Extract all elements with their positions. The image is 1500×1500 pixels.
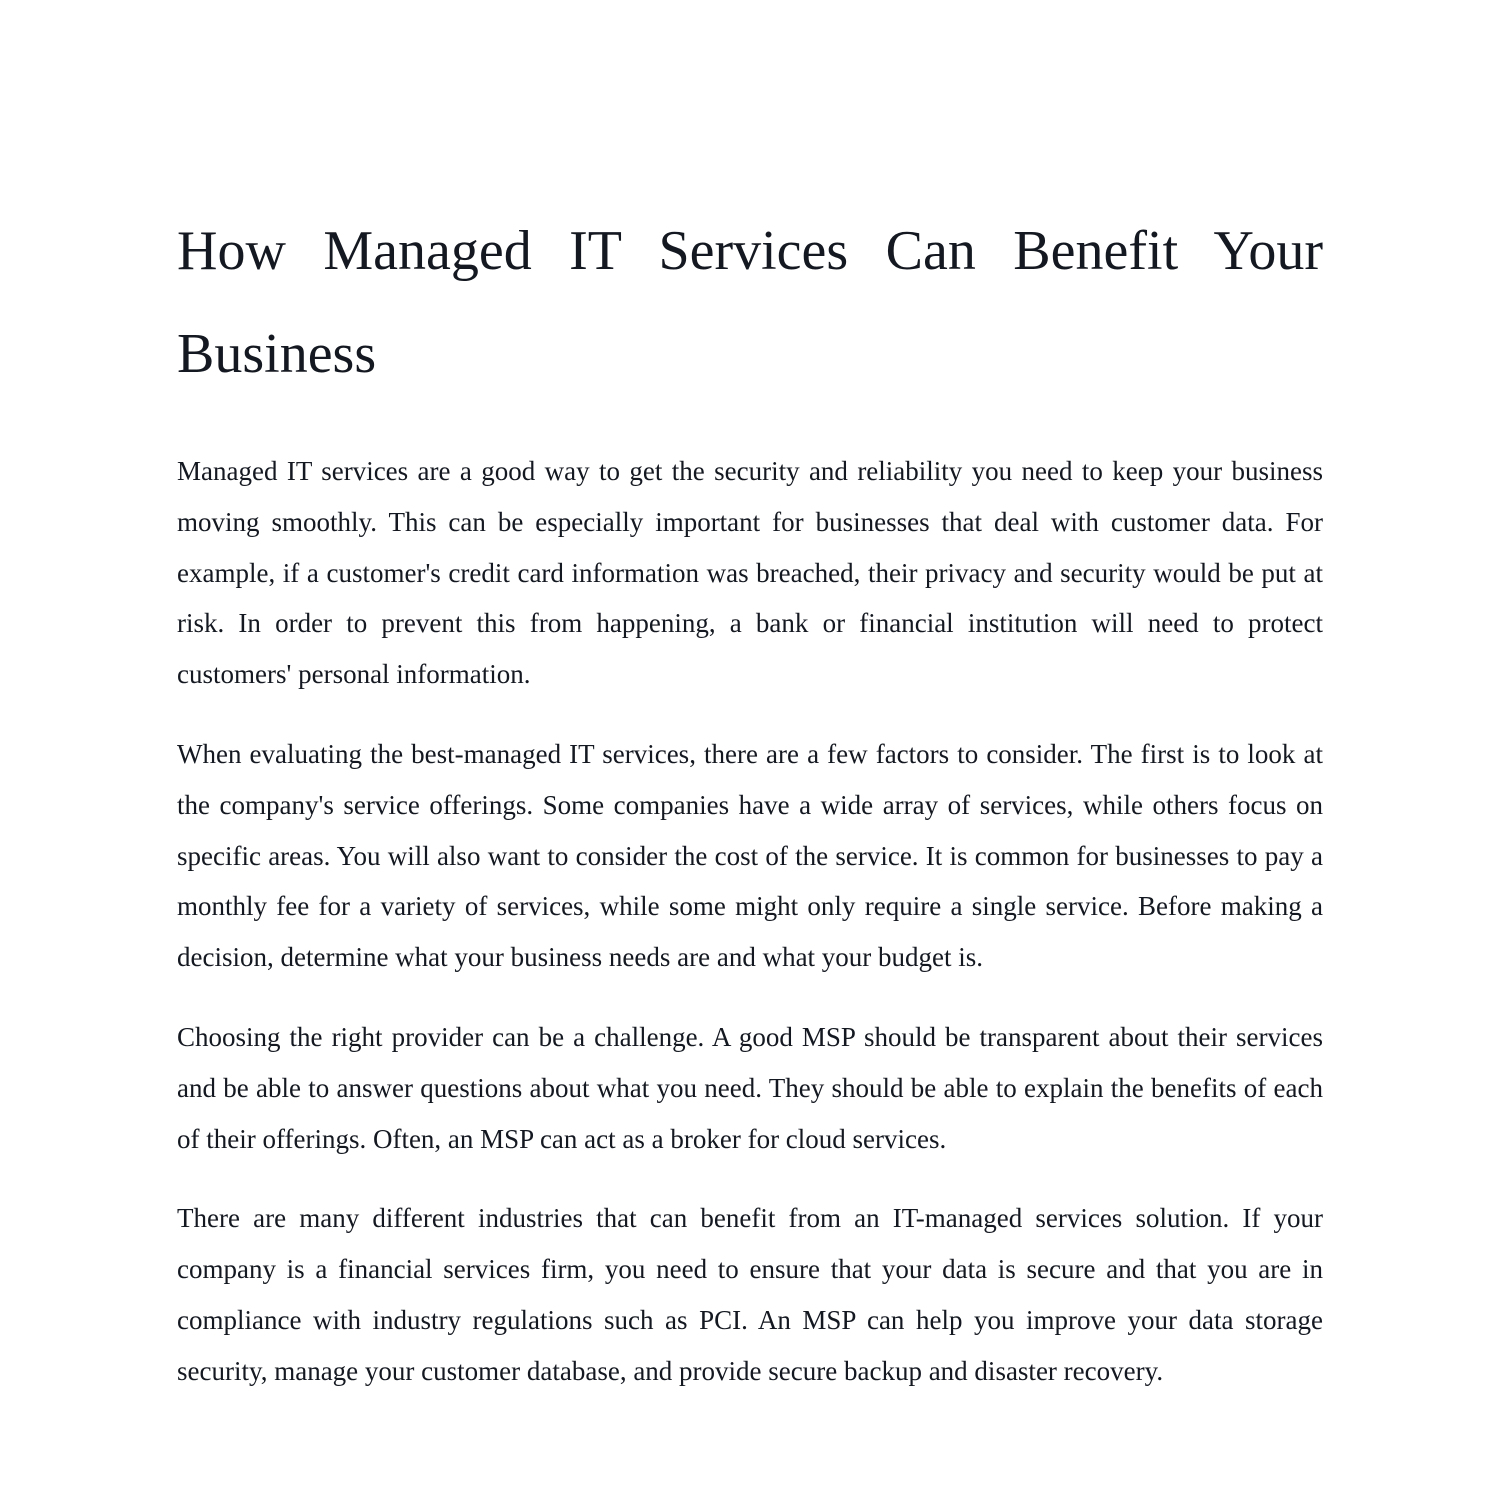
document-page: [177, 200, 1323, 1397]
paragraph-2: When evaluating the best-managed IT services, there are a few factors to consider. The first is to look at the company's service offerings. Some companies have a wide array of services, while others focus on specific areas. You will also want to consider the cost of the service. It is common for businesses to pay a monthly fee for a variety of services, while some might only require a single service. Before making a decision, determine what your business needs are and what your budget is.: [177, 738, 1323, 973]
paragraph-1: Managed IT services are a good way to get the security and reliability you need to keep your business moving smoothly. This can be especially important for businesses that deal with customer data. For example, if a customer's credit card information was breached, their privacy and security would be put at risk. In order to prevent this from happening, a bank or financial institution will need to protect customers' personal information.: [177, 456, 1323, 690]
page-title: How Managed IT Services Can Benefit Your Business: [177, 220, 1323, 385]
paragraph-4: There are many different industries that can benefit from an IT-managed services solution. If your company is a financial services firm, you need to ensure that your data is secure and that you are in compliance with industry regulations such as PCI. An MSP can help you improve your data storage security, manage your customer database, and provide secure backup and disaster recovery.: [177, 1203, 1323, 1386]
paragraph-3: Choosing the right provider can be a challenge. A good MSP should be transparent about their services and be able to answer questions about what you need. They should be able to explain the benefits of each of their offerings. Often, an MSP can act as a broker for cloud services.: [177, 1021, 1323, 1154]
